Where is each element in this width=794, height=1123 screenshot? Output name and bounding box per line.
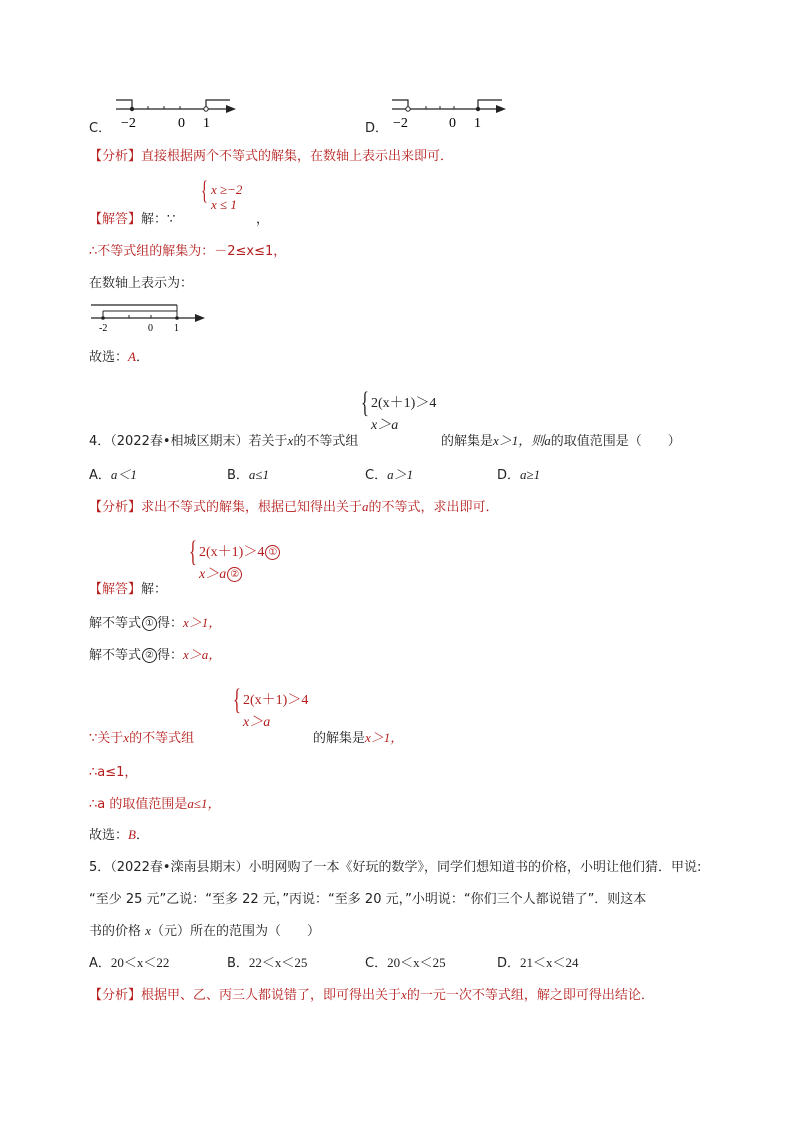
- option-d[interactable]: D．21＜x＜24: [497, 955, 579, 971]
- q4-answer-system: { 2(x＋1)＞4 ① x＞a ②: [189, 541, 309, 581]
- option-b[interactable]: B．a≤1: [227, 467, 270, 483]
- q3-show-text: 在数轴上表示为：: [89, 276, 194, 291]
- q4-step2: 解不等式 ② 得：x＞a，: [89, 647, 222, 663]
- tick-label: 0: [449, 116, 456, 131]
- number-line-c: [112, 97, 242, 133]
- system-line-1: 2(x＋1)＞4: [371, 396, 437, 411]
- tick-label: 1: [203, 116, 210, 131]
- tick-label: −2: [121, 116, 136, 131]
- q4-analysis: 【分析】求出不等式的解集，根据已知得出关于a的不等式，求出即可．: [89, 499, 499, 515]
- tick-label: −2: [393, 116, 408, 131]
- answer-tag: 【解答】: [89, 212, 142, 227]
- number-line-d: [388, 97, 518, 133]
- tick-label: 0: [148, 323, 153, 334]
- analysis-text: 直接根据两个不等式的解集，在数轴上表示出来即可．: [141, 149, 454, 164]
- q4-because-tail: 的解集是x＞1，: [313, 730, 404, 746]
- tick-label: 0: [178, 116, 185, 131]
- choose-value: A: [128, 349, 136, 364]
- analysis-tag: 【分析】: [89, 149, 142, 164]
- q5-stem-line2: “至少 25 元”乙说：“至多 22 元，”丙说：“至多 20 元，”小明说：“你们三个人都说错了”．则这本: [89, 892, 647, 907]
- q3-therefore: ∴不等式组的解集为：－2≤x≤1，: [89, 244, 287, 259]
- q4-therefore1: ∴a≤1，: [89, 765, 138, 780]
- q4-stem-system: { 2(x＋1)＞4 x＞a: [361, 386, 437, 433]
- q4-step1: 解不等式 ① 得：x＞1，: [89, 615, 222, 631]
- option-d[interactable]: D．a≥1: [497, 467, 541, 483]
- q4-therefore2: ∴a 的取值范围是a≤1，: [89, 796, 221, 812]
- q5-stem-line1: 5．（2022春•滦南县期末）小明网购了一本《好玩的数学》，同学们想知道书的价格，小明让他们猜．甲说:: [89, 860, 702, 875]
- q4-choose: 故选：B．: [89, 827, 149, 843]
- answer-suffix: ，: [256, 212, 270, 227]
- tick-label: 1: [174, 323, 179, 334]
- q3-choose: 故选：A．: [89, 349, 149, 365]
- q5-analysis: 【分析】根据甲、乙、丙三人都说错了，即可得出关于x的一元一次不等式组，解之即可得出结论．: [89, 987, 654, 1003]
- option-d-label: D．: [365, 121, 389, 136]
- answer-prefix: 解：∵: [141, 212, 176, 227]
- q3-analysis: [89, 145, 453, 164]
- option-c-label: C．: [89, 121, 112, 136]
- system-line-1: 2(x＋1)＞4 ①: [199, 541, 280, 561]
- option-a[interactable]: A．20＜x＜22: [89, 955, 170, 971]
- q5-stem-line3: 书的价格 x（元）所在的范围为（ ）: [89, 923, 320, 939]
- q3-answer: [89, 208, 175, 227]
- q4-stem: 4．（2022春•相城区期末）若关于x的不等式组: [89, 433, 359, 449]
- q4-answer: 【解答】解：: [89, 582, 168, 597]
- option-a[interactable]: A．a＜1: [89, 467, 137, 483]
- tick-label: -2: [99, 323, 108, 334]
- q4-because: ∵关于x的不等式组: [89, 730, 195, 746]
- q3-number-line: [89, 300, 209, 334]
- option-c[interactable]: C．a＞1: [365, 467, 414, 483]
- system-line-2: x ≤ 1: [211, 197, 237, 212]
- q4-because-system: { 2(x＋1)＞4 x＞a: [233, 683, 309, 730]
- option-b[interactable]: B．22＜x＜25: [227, 955, 308, 971]
- system-line-2: x＞a ②: [199, 563, 242, 583]
- q3-system: { x ≥−2 x ≤ 1: [201, 176, 243, 212]
- system-line-1: x ≥−2: [211, 182, 243, 197]
- tick-label: 1: [474, 116, 481, 131]
- q4-stem-tail: 的解集是x＞1，则a的取值范围是（ ）: [441, 433, 681, 449]
- system-line-2: x＞a: [371, 418, 399, 433]
- option-c[interactable]: C．20＜x＜25: [365, 955, 446, 971]
